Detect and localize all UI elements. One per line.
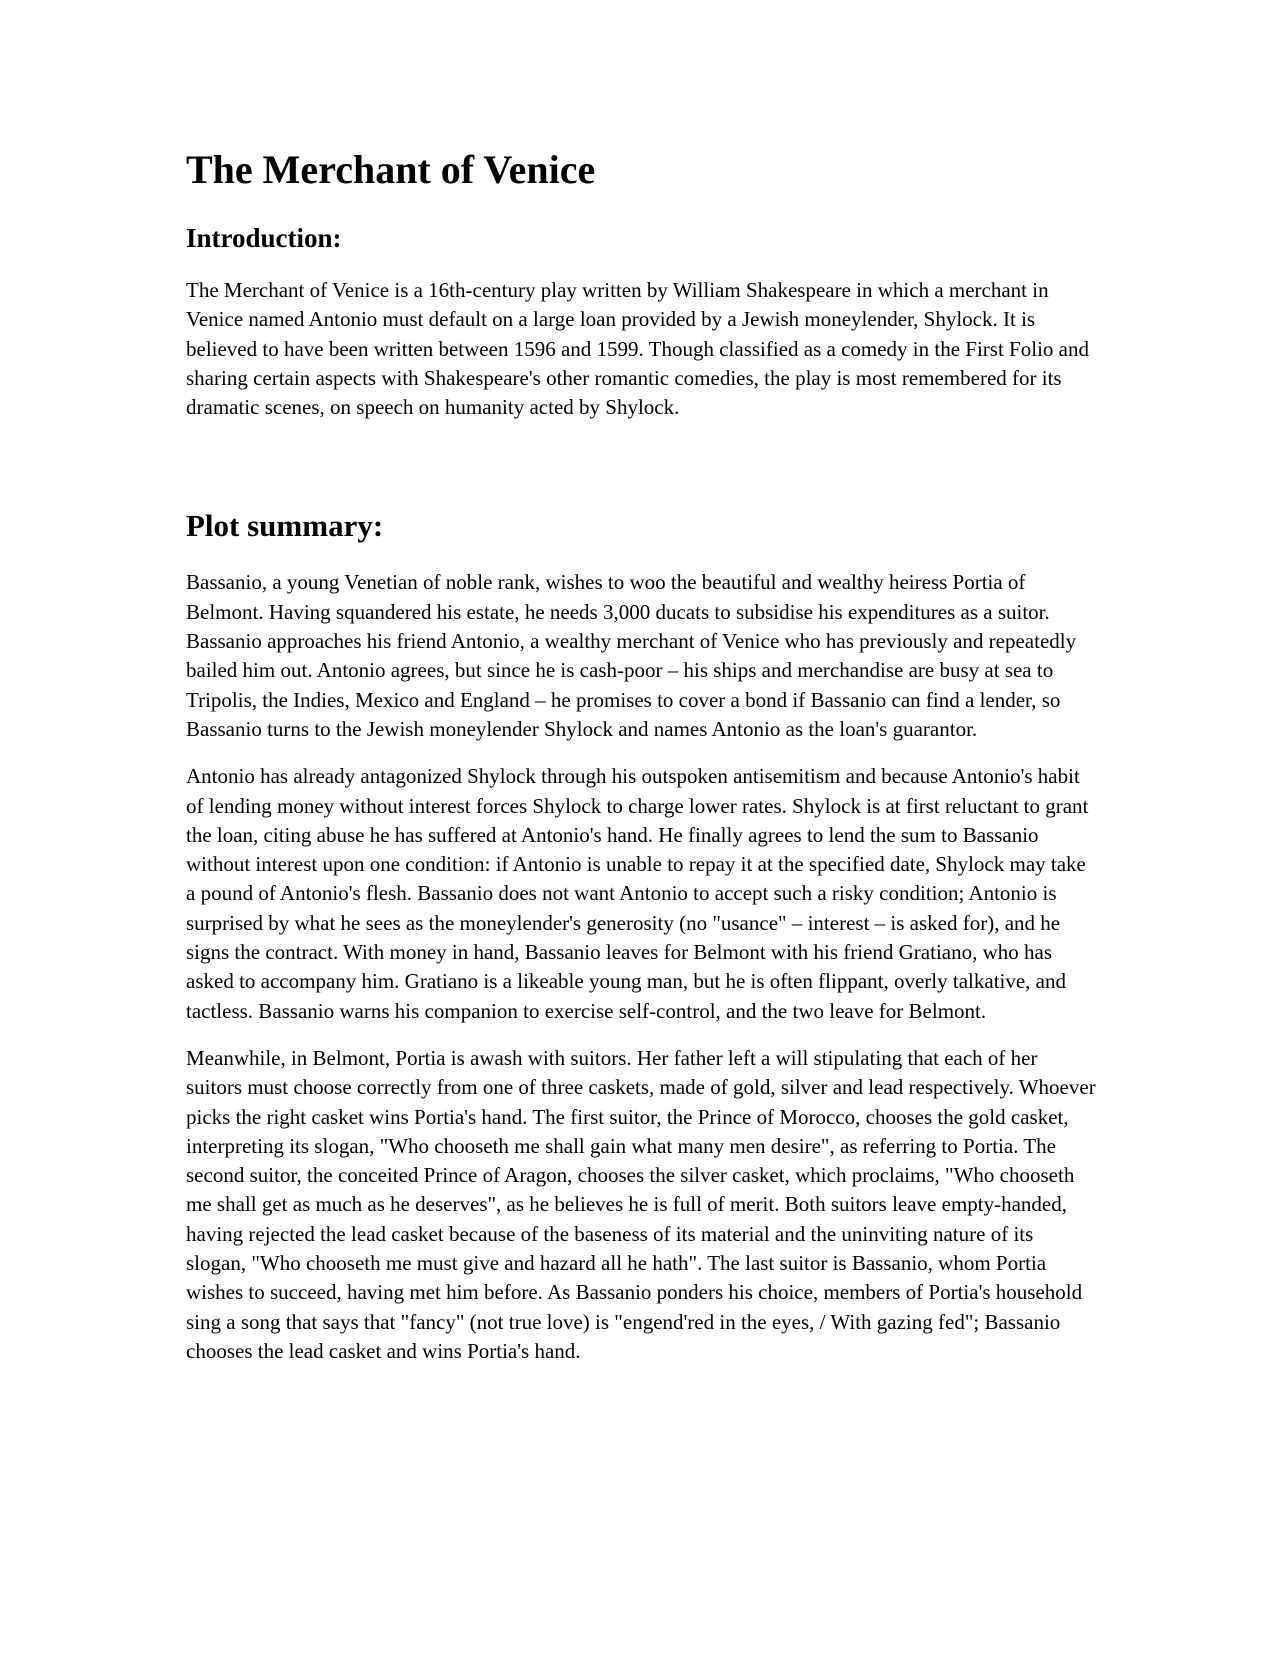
plot-paragraph-3: Meanwhile, in Belmont, Portia is awash with suitors. Her father left a will stipulating that each of her suitors must choose correctly from one of three caskets, made of gold, silver and lead respectively. Whoever picks the right casket wins Portia's hand. The first suitor, the Prince of Morocco, chooses the gold casket, interpreting its slogan, "Who chooseth me shall gain what many men desire", as referring to Portia. The second suitor, the conceited Prince of Aragon, chooses the silver casket, which proclaims, "Who chooseth me shall get as much as he deserves", as he believes he is full of merit. Both suitors leave empty-handed, having rejected the lead casket because of the baseness of its material and the uninviting nature of its slogan, "Who chooseth me must give and hazard all he hath". The last suitor is Bassanio, whom Portia wishes to succeed, having met him before. As Bassanio ponders his choice, members of Portia's household sing a song that says that "fancy" (not true love) is "engend'red in the eyes, / With gazing fed"; Bassanio chooses the lead casket and wins Portia's hand. <box>186 1045 1096 1363</box>
section-heading-introduction: Introduction: <box>186 223 342 253</box>
plot-paragraph-1: Bassanio, a young Venetian of noble rank, wishes to woo the beautiful and wealthy heiress Portia of Belmont. Having squandered his estate, he needs 3,000 ducats to subsidise his expenditures as a suitor. Bassanio approaches his friend Antonio, a wealthy merchant of Venice who has previously and repeatedly bailed him out. Antonio agrees, but since he is cash-poor – his ships and merchandise are busy at sea to Tripolis, the Indies, Mexico and England – he promises to cover a bond if Bassanio can find a lender, so Bassanio turns to the Jewish moneylender Shylock and names Antonio as the loan's guarantor. <box>186 570 1077 741</box>
introduction-paragraph: The Merchant of Venice is a 16th-century play written by William Shakespeare in which a merchant in Venice named Antonio must default on a large loan provided by a Jewish moneylender, Shylock. It is believed to have been written between 1596 and 1599. Though classified as a comedy in the First Folio and sharing certain aspects with Shakespeare's other romantic comedies, the play is most remembered for its dramatic scenes, on speech on humanity acted by Shylock. <box>186 278 1089 420</box>
document-title: The Merchant of Venice <box>186 147 596 192</box>
plot-paragraph-2: Antonio has already antagonized Shylock through his outspoken antisemitism and because Antonio's habit of lending money without interest forces Shylock to charge lower rates. Shylock is at first reluctant to grant the loan, citing abuse he has suffered at Antonio's hand. He finally agrees to lend the sum to Bassanio without interest upon one condition: if Antonio is unable to repay it at the specified date, Shylock may take a pound of Antonio's flesh. Bassanio does not want Antonio to accept such a risky condition; Antonio is surprised by what he sees as the moneylender's generosity (no "usance" – interest – is asked for), and he signs the contract. With money in hand, Bassanio leaves for Belmont with his friend Gratiano, who has asked to accompany him. Gratiano is a likeable young man, but he is often flippant, overly talkative, and tactless. Bassanio warns his companion to exercise self-control, and the two leave for Belmont. <box>186 764 1089 1023</box>
section-heading-plot-summary: Plot summary: <box>186 508 384 544</box>
document-body <box>186 142 1096 1384</box>
